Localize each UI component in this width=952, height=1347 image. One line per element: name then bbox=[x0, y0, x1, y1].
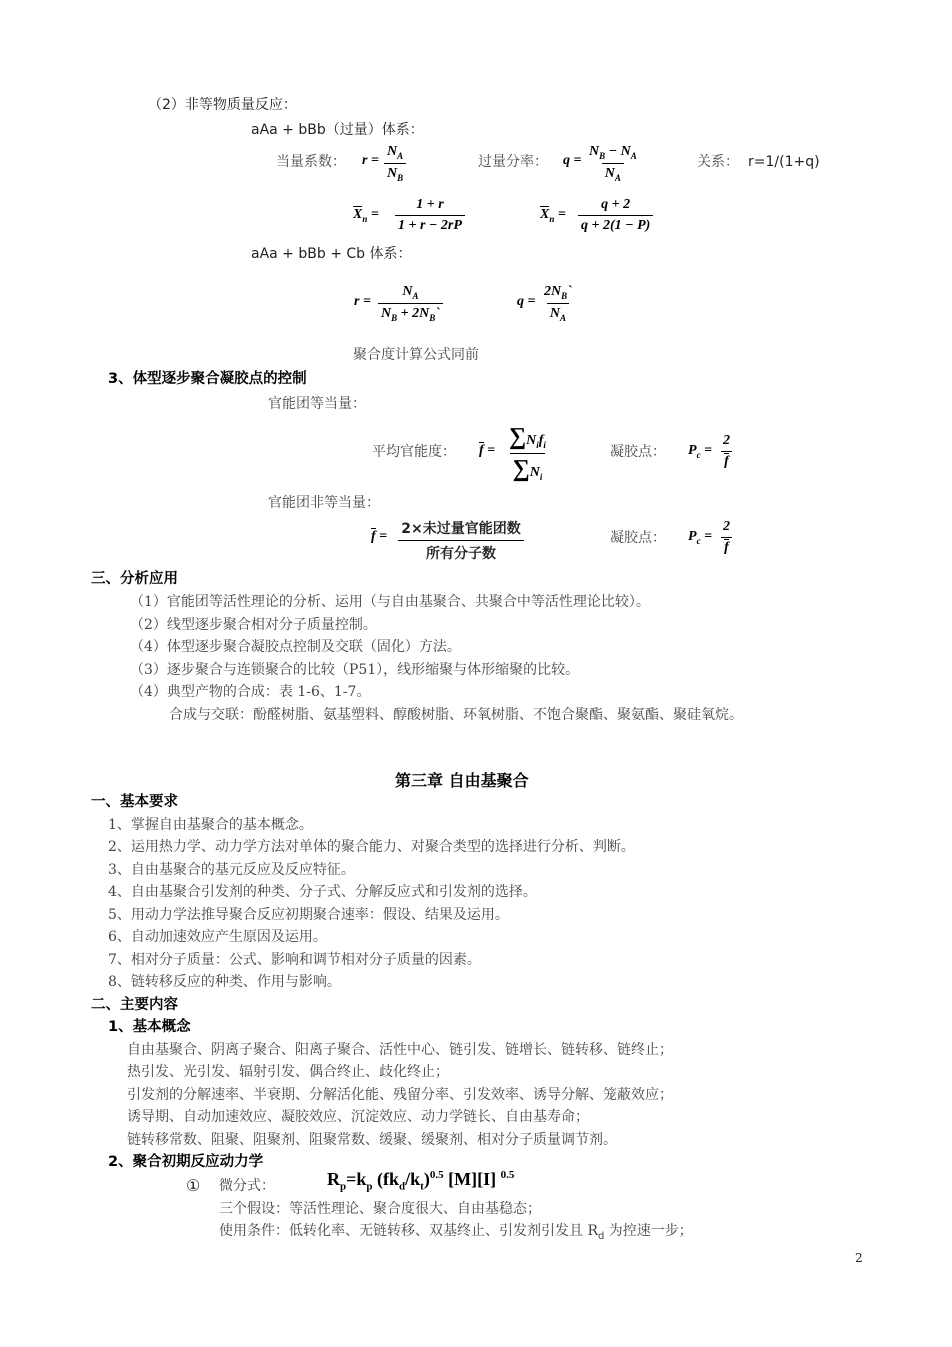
xn-q-lhs: $X_n$ = bbox=[540, 207, 566, 224]
same-formula-note: 聚合度计算公式同前 bbox=[353, 347, 479, 363]
requirement-7: 7、相对分子质量：公式、影响和调节相对分子质量的因素。 bbox=[108, 952, 481, 968]
chapter-title: 第三章 自由基聚合 bbox=[395, 771, 529, 790]
requirement-8: 8、链转移反应的种类、作用与影响。 bbox=[108, 974, 341, 990]
usage-conditions: 使用条件：低转化率、无链转移、双基终止、引发剂引发且 $R_d$ 为控速一步； bbox=[219, 1223, 693, 1242]
differential-label: 微分式： bbox=[219, 1178, 275, 1194]
three-assumptions: 三个假设：等活性理论、聚合度很大、自由基稳态； bbox=[219, 1201, 541, 1217]
concepts-line-5: 链转移常数、阻聚、阻聚剂、阻聚常数、缓聚、缓聚剂、相对分子质量调节剂。 bbox=[127, 1132, 617, 1148]
xn-r-lhs: $X_n$ = bbox=[353, 207, 379, 224]
analysis-title: 三、分析应用 bbox=[91, 571, 178, 587]
basic-requirements-title: 一、基本要求 bbox=[91, 794, 178, 810]
analysis-item-3: （4）体型逐步聚合凝胶点控制及交联（固化）方法。 bbox=[130, 639, 461, 655]
nonequiv-label: 官能团非等当量： bbox=[268, 495, 380, 511]
formula-xn-q: $\frac{q + 2}{q + 2(1 - P)}$ bbox=[578, 197, 653, 234]
concepts-line-1: 自由基聚合、阴离子聚合、阳离子聚合、活性中心、链引发、链增长、链转移、链终止； bbox=[127, 1042, 673, 1058]
equiv-label: 官能团等当量： bbox=[268, 396, 366, 412]
page-number: 2 bbox=[855, 1251, 863, 1265]
analysis-item-4: （3）逐步聚合与连锁聚合的比较（P51），线形缩聚与体形缩聚的比较。 bbox=[130, 662, 580, 678]
q-equals: q = bbox=[563, 153, 582, 168]
concepts-line-3: 引发剂的分解速率、半衰期、分解活化能、残留分率、引发效率、诱导分解、笼蔽效应； bbox=[127, 1087, 673, 1103]
main-content-title: 二、主要内容 bbox=[91, 997, 178, 1013]
section-3-title: 3、体型逐步聚合凝胶点的控制 bbox=[108, 371, 307, 387]
requirement-4: 4、自由基聚合引发剂的种类、分子式、分解反应式和引发剂的选择。 bbox=[108, 884, 537, 900]
requirement-6: 6、自动加速效应产生原因及运用。 bbox=[108, 929, 327, 945]
r-equals: r = bbox=[362, 153, 379, 168]
circle-one: ① bbox=[186, 1176, 201, 1195]
analysis-item-6: 合成与交联：酚醛树脂、氨基塑料、醇酸树脂、环氧树脂、不饱合聚酯、聚氨酯、聚硅氧烷。 bbox=[169, 707, 743, 723]
basic-concepts-title: 1、基本概念 bbox=[108, 1019, 191, 1035]
system-abc: aAa + bBb + Cb 体系： bbox=[251, 246, 412, 262]
r-equals-2: r = bbox=[354, 294, 371, 309]
q-equals-2: q = bbox=[517, 294, 536, 309]
requirement-3: 3、自由基聚合的基元反应及反应特征。 bbox=[108, 862, 355, 878]
requirement-2: 2、运用热力学、动力学方法对单体的聚合能力、对聚合类型的选择进行分析、判断。 bbox=[108, 839, 635, 855]
formula-pc-1: $\frac{2}{f}$ bbox=[723, 433, 730, 469]
concepts-line-2: 热引发、光引发、辐射引发、偶合终止、歧化终止； bbox=[127, 1064, 449, 1080]
relation-formula: r=1/(1+q) bbox=[748, 154, 820, 170]
analysis-item-1: （1）官能团等活性理论的分析、运用（与自由基聚合、共聚合中等活性理论比较）。 bbox=[130, 594, 650, 610]
eq-coefficient-label: 当量系数： bbox=[276, 154, 346, 170]
analysis-item-2: （2）线型逐步聚合相对分子质量控制。 bbox=[130, 617, 377, 633]
formula-q-abc: $\frac{2N_B`}{N_A}$ bbox=[544, 284, 572, 323]
requirement-1: 1、掌握自由基聚合的基本概念。 bbox=[108, 817, 313, 833]
excess-fraction-label: 过量分率： bbox=[478, 154, 548, 170]
kinetics-title: 2、聚合初期反应动力学 bbox=[108, 1154, 264, 1170]
formula-f-bar: $\sum N_if_i$ $\sum N_i$ bbox=[509, 424, 546, 482]
gel-point-label-1: 凝胶点： bbox=[610, 444, 666, 460]
system-ab-excess: aAa + bBb（过量）体系： bbox=[251, 122, 424, 138]
pc-lhs-2: $P_c$ = bbox=[688, 529, 713, 546]
requirement-5: 5、用动力学法推导聚合反应初期聚合速率：假设、结果及运用。 bbox=[108, 907, 509, 923]
avg-functionality-label: 平均官能度： bbox=[372, 444, 456, 460]
gel-point-label-2: 凝胶点： bbox=[610, 530, 666, 546]
formula-f-nonequiv: 2×未过量官能团数 所有分子数 bbox=[398, 518, 524, 563]
formula-pc-2: $\frac{2}{f}$ bbox=[723, 519, 730, 555]
relation-label: 关系： bbox=[697, 154, 739, 170]
f-bar-lhs-2: f = bbox=[371, 529, 388, 544]
pc-lhs-1: $P_c$ = bbox=[688, 443, 713, 460]
f-bar-lhs: f = bbox=[479, 443, 496, 458]
concepts-line-4: 诱导期、自动加速效应、凝胶效应、沉淀效应、动力学链长、自由基寿命； bbox=[127, 1109, 589, 1125]
item-2-nonequal: （2）非等物质量反应： bbox=[148, 97, 297, 113]
formula-q: $\frac{N_B - N_A}{N_A}$ bbox=[589, 144, 637, 183]
formula-xn-r: $\frac{1 + r}{1 + r - 2rP}$ bbox=[395, 197, 465, 234]
rate-equation: $R_p=k_p$ $(fk_d/k_t)^{0.5}$ [M][I] $^{0.5}$ bbox=[327, 1169, 515, 1193]
analysis-item-5: （4）典型产物的合成：表 1-6、1-7。 bbox=[130, 684, 371, 700]
formula-r-ratio: $\frac{N_A}{N_B}$ bbox=[384, 144, 406, 183]
formula-r-abc: $\frac{N_A}{N_B + 2N_B`}$ bbox=[378, 284, 443, 323]
